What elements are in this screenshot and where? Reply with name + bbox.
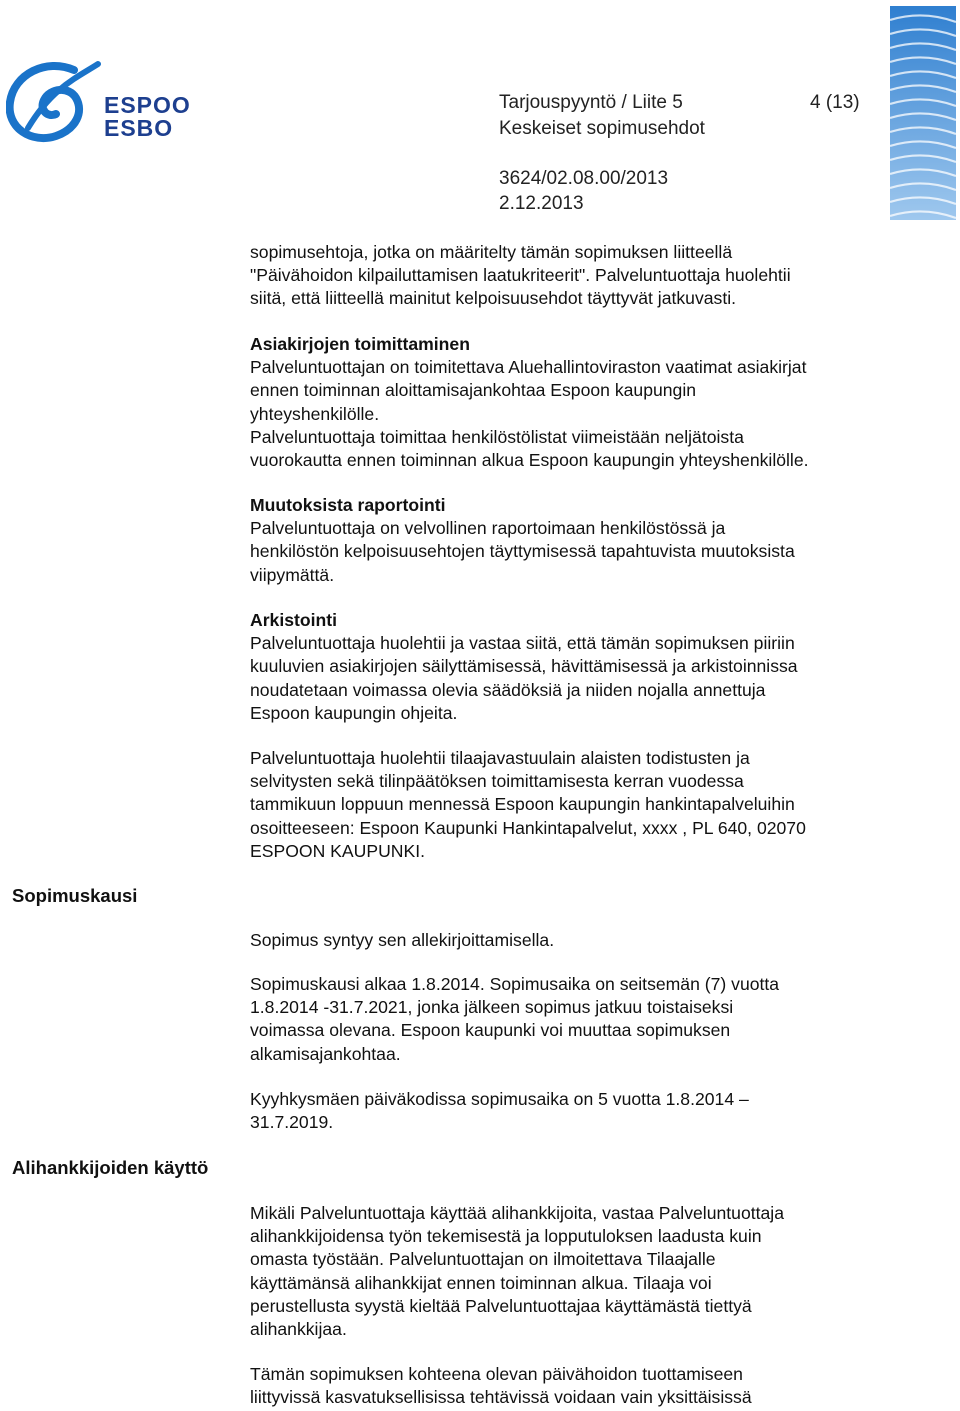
- section-muutoksista-raportointi: [250, 494, 940, 587]
- text-line: viipymättä.: [250, 564, 335, 585]
- section-asiakirjojen-toimittaminen: [250, 333, 940, 472]
- text-line: vuorokautta ennen toiminnan alkua Espoon kaupungin yhteyshenkilölle.: [250, 450, 809, 471]
- text-line: ESPOON KAUPUNKI.: [250, 840, 426, 861]
- text-line: siitä, että liitteellä mainitut kelpoisuusehdot täyttyvät jatkuvasti.: [250, 288, 737, 309]
- text-line: omasta työstään. Palveluntuottajan on ilmoitettava Tilaajalle: [250, 1249, 716, 1270]
- text-line: Espoon kaupungin ohjeita.: [250, 702, 458, 723]
- text-line: Mikäli Palveluntuottaja käyttää alihankkijoita, vastaa Palveluntuottaja: [250, 1203, 784, 1223]
- text-line: "Päivähoidon kilpailuttamisen laatukriteerit". Palveluntuottaja huolehtii: [250, 265, 791, 286]
- text-line: osoitteeseen: Espoon Kaupunki Hankintapalvelut, xxxx , PL 640, 02070: [250, 817, 806, 838]
- text-line: alkamisajankohtaa.: [250, 1043, 401, 1064]
- text-line: henkilöstön kelpoisuusehtojen täyttymisessä tapahtuvista muutoksista: [250, 541, 795, 562]
- text-line: alihankkijoidensa työn tekemisestä ja lopputuloksen laadusta kuin: [250, 1226, 762, 1247]
- text-line: Sopimus syntyy sen allekirjoittamisella.: [250, 930, 555, 950]
- text-line: perustellusta syystä kieltää Palveluntuottajaa käyttämästä tiettyä: [250, 1295, 752, 1316]
- kohteena-paragraph: [250, 1363, 940, 1409]
- document-title: Tarjouspyyntö / Liite 5: [499, 92, 683, 113]
- page-number: 4 (13): [810, 92, 860, 113]
- text-line: selvitysten sekä tilinpäätöksen toimittamisesta kerran vuodessa: [250, 771, 744, 792]
- section-heading: Arkistointi: [250, 610, 337, 630]
- logo-text-esbo: ESBO: [104, 115, 174, 141]
- section-heading: Muutoksista raportointi: [250, 495, 446, 515]
- document-reference: 3624/02.08.00/2013: [499, 168, 669, 189]
- text-line: sopimusehtoja, jotka on määritelty tämän sopimuksen liitteellä: [250, 242, 733, 262]
- logo-text: [104, 94, 191, 140]
- text-line: Palveluntuottaja huolehtii tilaajavastuulain alaisten todistusten ja: [250, 748, 750, 768]
- document-date: 2.12.2013: [499, 193, 584, 214]
- side-heading-alihankkijoiden: Alihankkijoiden käyttö: [12, 1157, 209, 1178]
- text-line: Palveluntuottaja toimittaa henkilöstölistat viimeistään neljätoista: [250, 426, 744, 447]
- kyyhkysmaki-paragraph: [250, 1088, 940, 1134]
- intro-paragraph: [250, 241, 940, 311]
- text-line: noudatetaan voimassa olevia säädöksiä ja niiden nojalla annettuja: [250, 679, 766, 700]
- section-arkistointi: [250, 609, 940, 725]
- text-line: Tämän sopimuksen kohteena olevan päivähoidon tuottamiseen: [250, 1364, 743, 1384]
- text-line: Palveluntuottaja on velvollinen raportoimaan henkilöstössä ja: [250, 518, 726, 539]
- text-line: käyttämänsä alihankkijat ennen toiminnan alkua. Tilaaja voi: [250, 1272, 712, 1293]
- text-line: 31.7.2019.: [250, 1112, 334, 1133]
- document-subtitle: Keskeiset sopimusehdot: [499, 118, 705, 139]
- side-heading-sopimuskausi: Sopimuskausi: [12, 885, 138, 906]
- text-line: 1.8.2014 -31.7.2021, jonka jälkeen sopimus jatkuu toistaiseksi: [250, 997, 734, 1018]
- text-line: tammikuun loppuun mennessä Espoon kaupungin hankintapalveluihin: [250, 794, 795, 815]
- alihankkijat-paragraph: [250, 1202, 940, 1341]
- section-heading: Asiakirjojen toimittaminen: [250, 334, 470, 354]
- text-line: kuuluvien asiakirjojen säilyttämisessä, hävittämisessä ja arkistoinnissa: [250, 656, 798, 677]
- text-line: ennen toiminnan aloittamisajankohtaa Espoon kaupungin: [250, 380, 697, 401]
- text-line: Palveluntuottaja huolehtii ja vastaa siitä, että tämän sopimuksen piiriin: [250, 633, 795, 654]
- text-line: yhteyshenkilölle.: [250, 403, 380, 424]
- text-line: Palveluntuottajan on toimitettava Aluehallintoviraston vaatimat asiakirjat: [250, 357, 807, 378]
- text-line: alihankkijaa.: [250, 1319, 347, 1340]
- header-decoration: [890, 6, 956, 220]
- text-line: liittyvissä kasvatuksellisissa tehtävissä voidaan vain yksittäisissä: [250, 1387, 752, 1408]
- text-line: voimassa olevana. Espoon kaupunki voi muuttaa sopimuksen: [250, 1020, 731, 1041]
- logo-text-espoo: ESPOO: [104, 92, 191, 118]
- text-line: Sopimuskausi alkaa 1.8.2014. Sopimusaika on seitsemän (7) vuotta: [250, 974, 780, 994]
- tilaajavastuu-paragraph: [250, 747, 940, 863]
- text-line: Kyyhkysmäen päiväkodissa sopimusaika on 5 vuotta 1.8.2014 –: [250, 1089, 749, 1109]
- sopimus-syntyy-paragraph: [250, 929, 940, 952]
- sopimuskausi-paragraph: [250, 973, 940, 1066]
